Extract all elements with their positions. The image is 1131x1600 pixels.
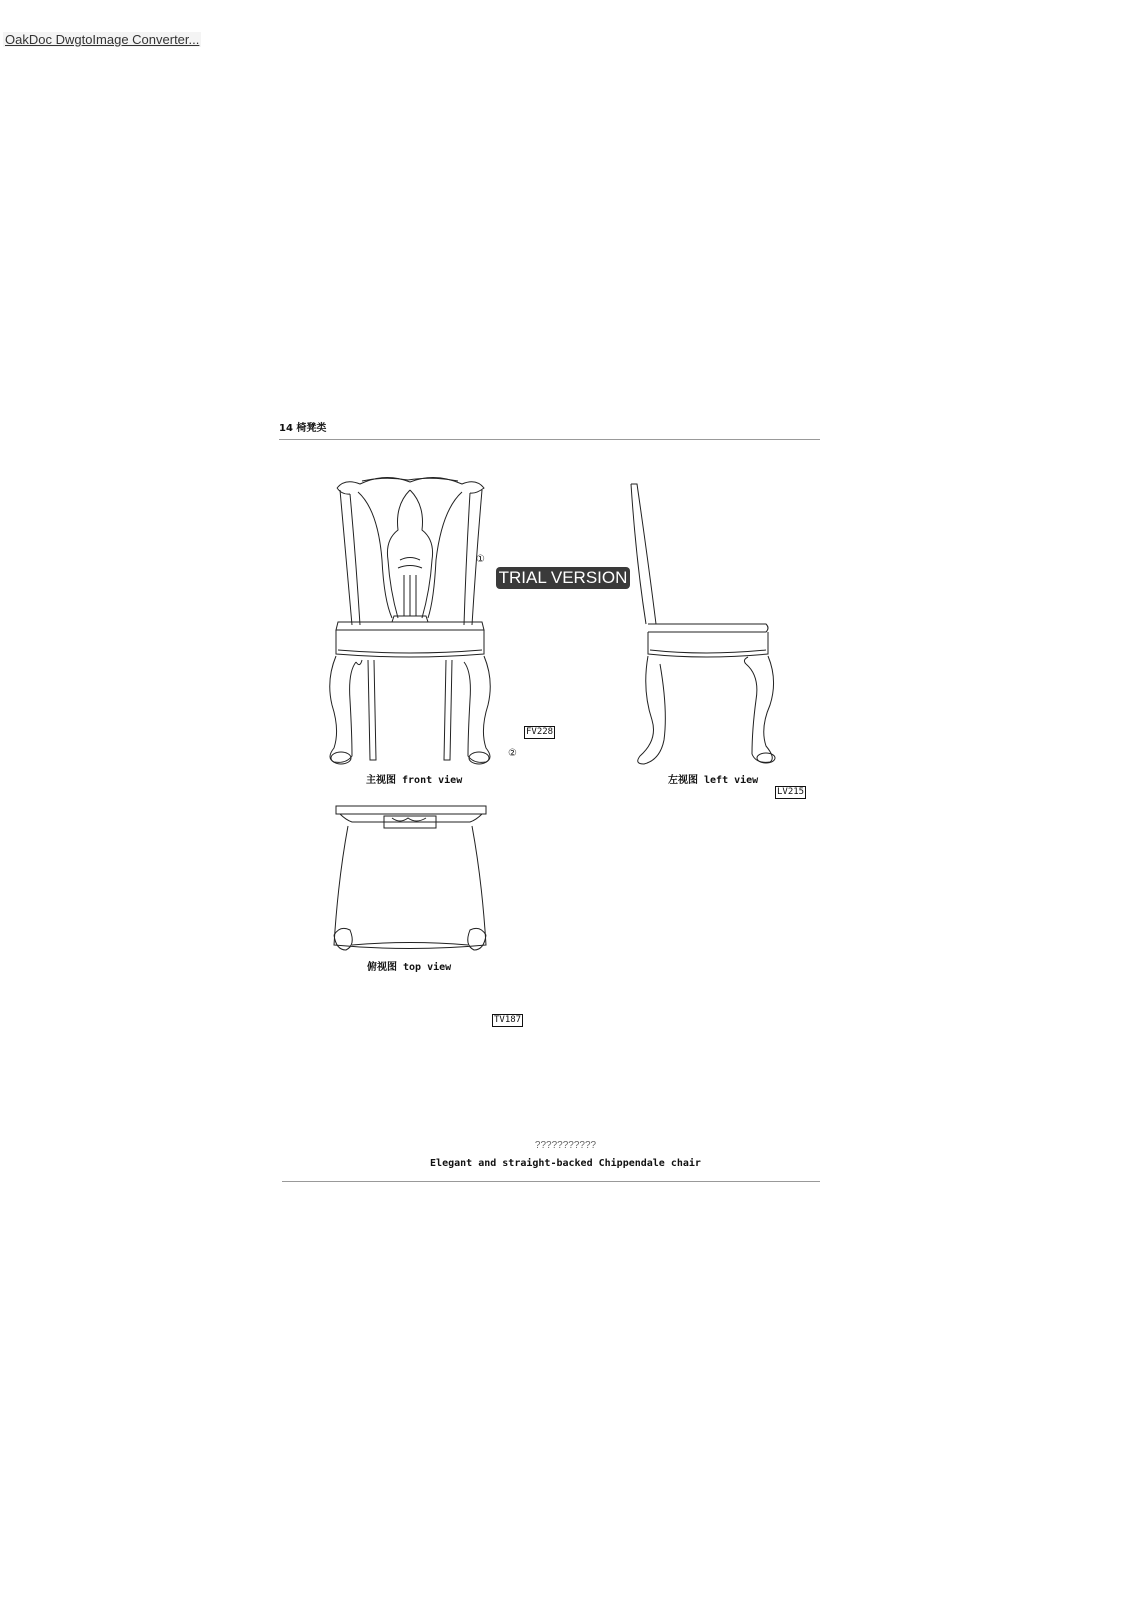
callout-marker-two: ② — [508, 748, 517, 759]
top-view-drawing — [334, 806, 486, 950]
left-view-tag: LV215 — [777, 787, 805, 797]
top-view-tag: TV187 — [494, 1015, 522, 1025]
left-view-drawing — [631, 484, 775, 764]
caption-english: Elegant and straight-backed Chippendale chair — [430, 1158, 701, 1169]
top-view-label: 俯视图 top view — [367, 962, 452, 973]
front-view-label: 主视图 front view — [366, 775, 463, 786]
front-view-drawing — [330, 477, 491, 764]
left-view-label: 左视图 left view — [668, 775, 759, 786]
front-view-tag: FV228 — [526, 727, 554, 737]
trial-version-watermark: TRIAL VERSION — [496, 567, 630, 589]
callout-marker-one: ① — [476, 554, 485, 565]
page-header: 14 椅凳类 — [279, 423, 327, 434]
app-title-link[interactable]: OakDoc DwgtoImage Converter... — [5, 32, 200, 47]
caption-unicode-fallback: ??????????? — [534, 1140, 597, 1151]
